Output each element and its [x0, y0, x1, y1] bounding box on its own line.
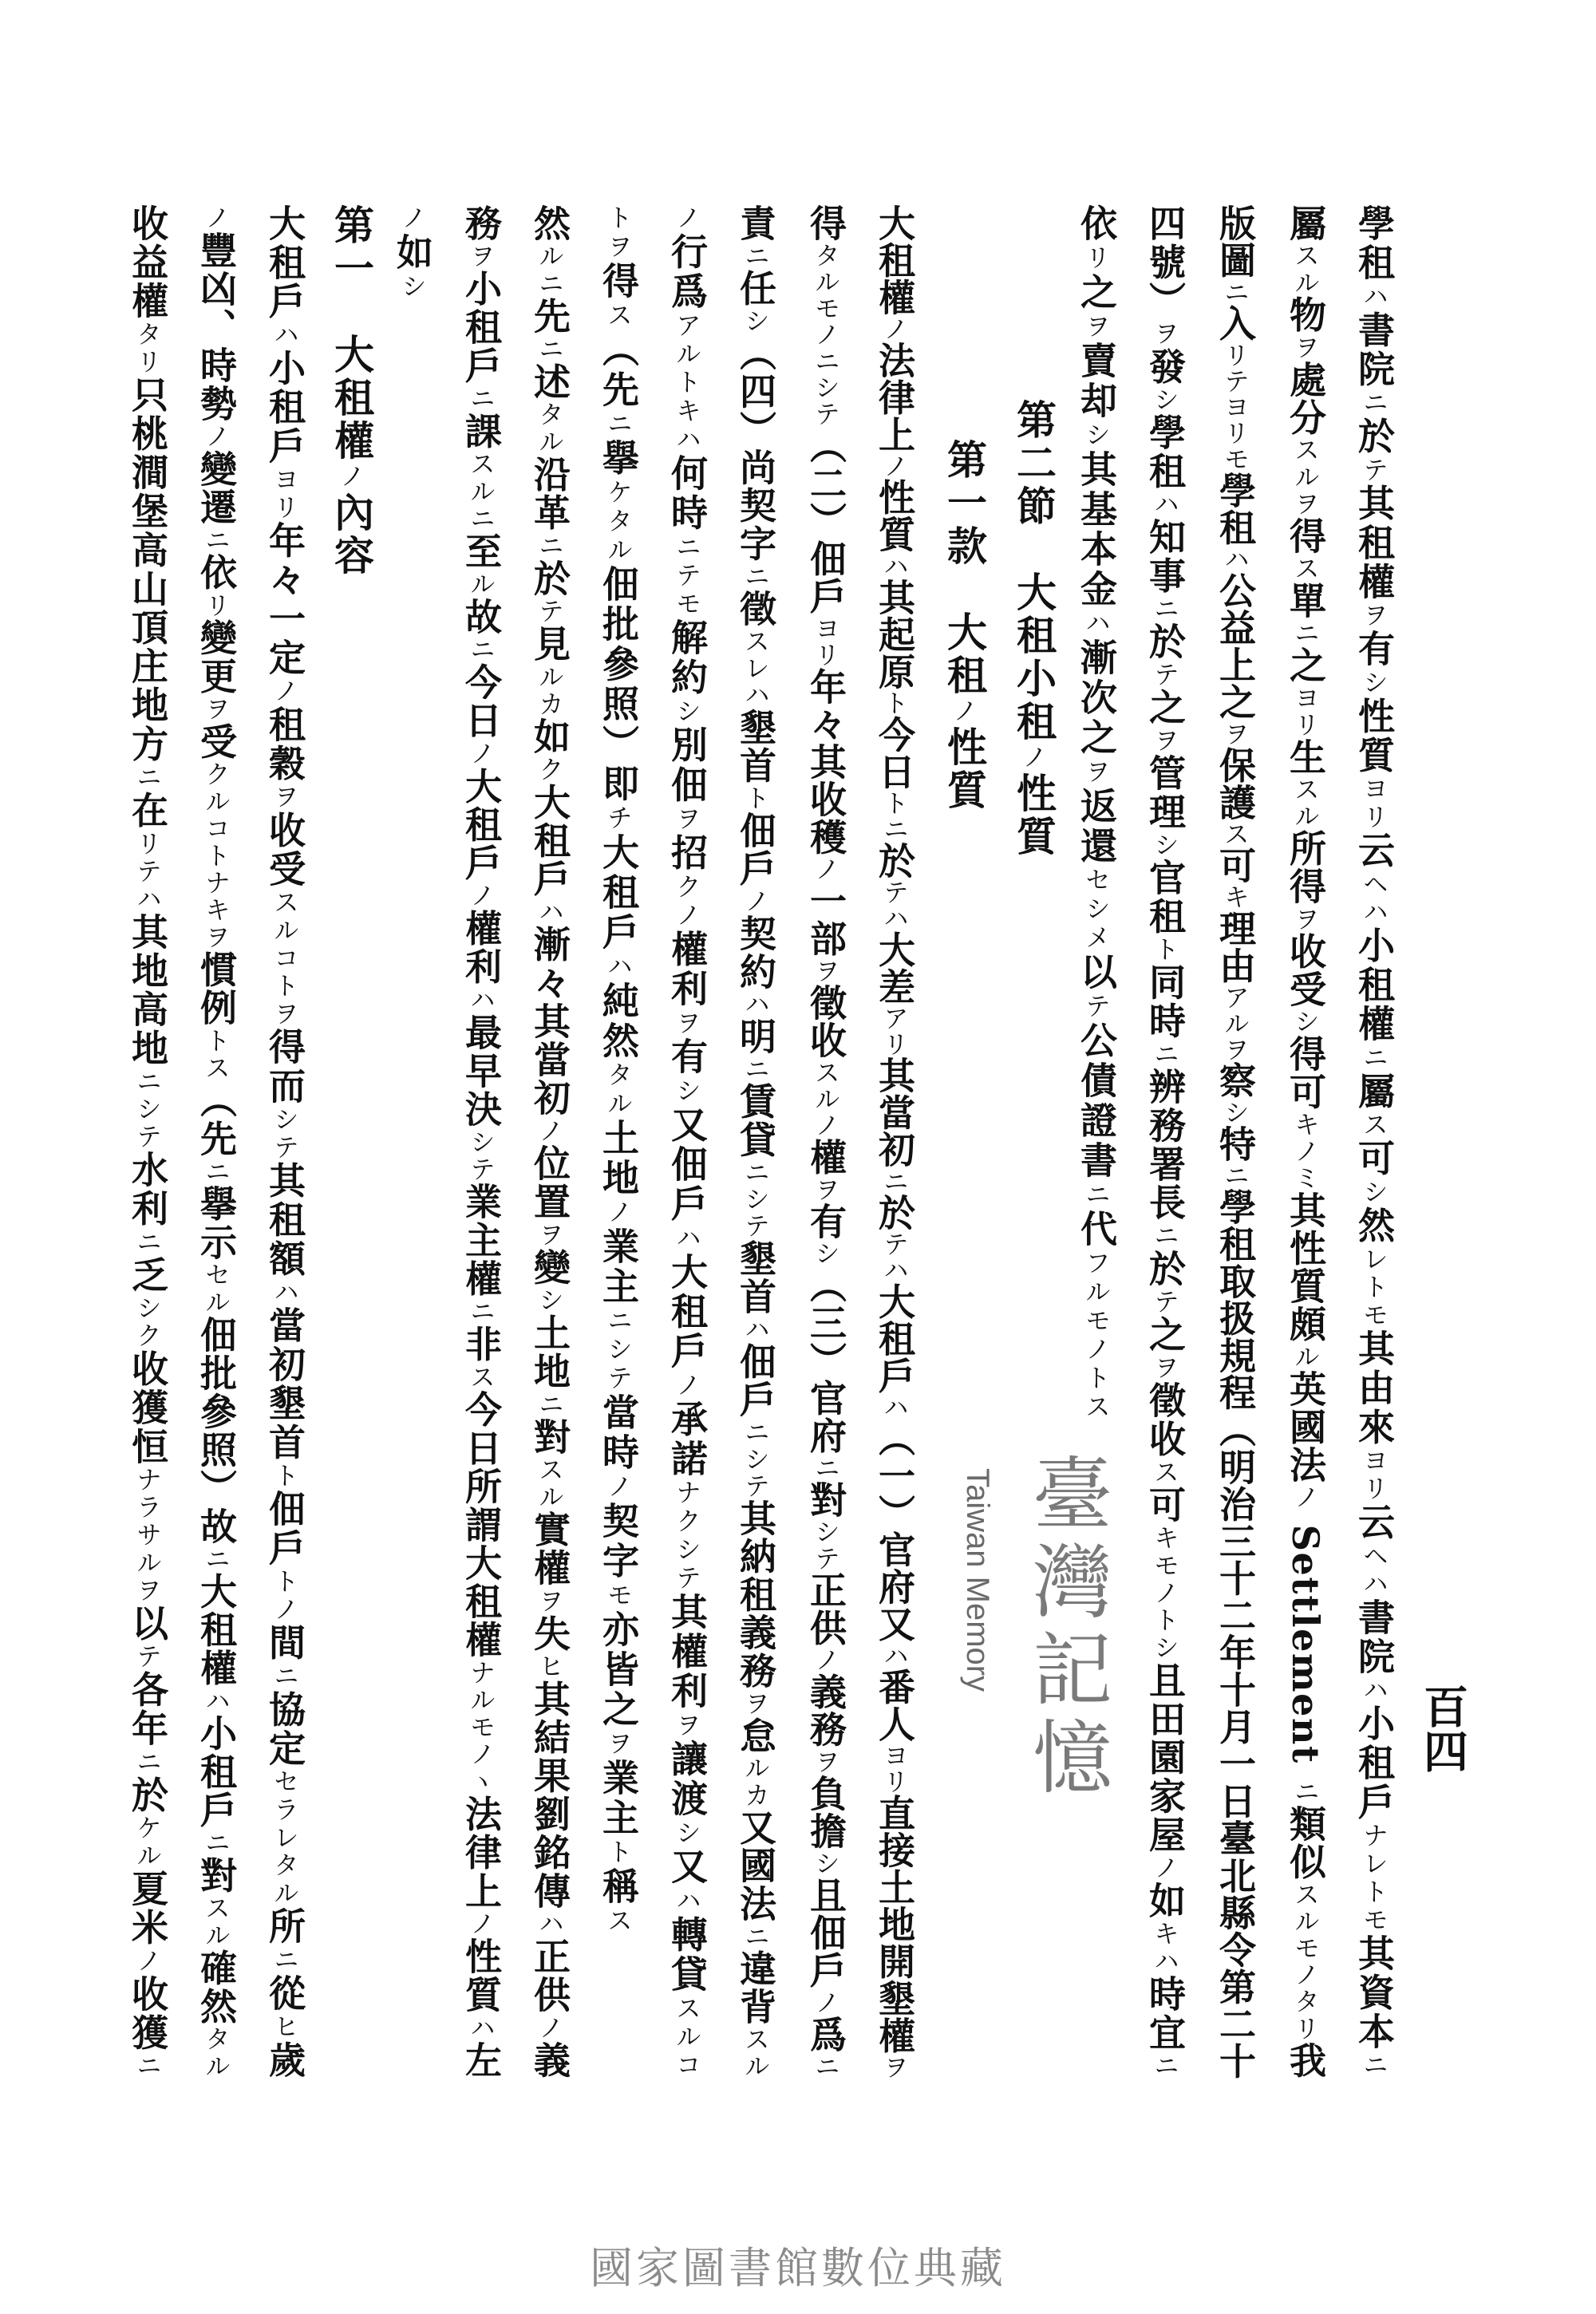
text-column: トヲ得ス（先ニ擧ケタル佃批參照）即チ大租戶ハ純然タル土地ノ業主ニシテ當時ノ契字モ亦皆之ヲ業主ト稱ス [597, 204, 640, 1936]
subsection-heading: 第一款 大租ノ性質 [941, 439, 988, 812]
text-column: 屬スル物ヲ處分スルヲ得ス單ニ之ヨリ生スル所得ヲ收受シ得可キノミ其性質頗ル英國法ノ Settlement ニ類似スルモノタリ我 [1284, 204, 1327, 2080]
text-column: ノ如シ [391, 204, 434, 302]
text-column: 收益權タリ只桃澗堡高山頂庄地方ニ在リテハ其地高地ニシテ水利ニ乏シク收獲恒ナラサルヲ以テ各年ニ於ケル夏米ノ收獲ニ [126, 204, 169, 2080]
footer-credit: 國家圖書館數位典藏 [590, 2243, 1006, 2293]
text-column: 得タルモノニシテ（二）佃戶ヨリ年々其收穫ノ一部ヲ徵收スルノ權ヲ有シ（三）官府ニ對シテ正供ノ義務ヲ負擔シ且佃戶ノ爲ニ [804, 204, 847, 2080]
watermark [942, 1452, 1125, 1995]
watermark-english-text: Taiwan Memory [960, 1468, 995, 1692]
section-heading: 第二節 大租小租ノ性質 [1010, 399, 1057, 859]
text-column: ノ行爲アルトキハ何時ニテモ解約シ別佃ヲ招クノ權利ヲ有シ又佃戶ハ大租戶ノ承諾ナクシテ其權利ヲ讓渡シ又ハ轉貸スルコ [666, 204, 709, 2080]
text-column: 四號）ヲ發シ學租ハ知事ニ於テ之ヲ管理シ官租ト同時ニ辨務署長ニ於テ之ヲ徵收ス可キモノトシ且田園家屋ノ如キハ時宜ニ [1144, 204, 1187, 2080]
text-column: 依リ之ヲ賣却シ其基本金ハ漸次之ヲ返還セシメ以テ公債證書ニ代フルモノトス [1075, 204, 1118, 1422]
text-column: 版圖ニ入リテヨリモ學租ハ公益上之ヲ保護ス可キ理由アルヲ察シ特ニ學租取扱規程（明治三十二年十月一日臺北縣令第二十 [1214, 204, 1257, 2080]
text-column: 務ヲ小租戶ニ課スルニ至ル故ニ今日ノ大租戶ノ權利ハ最早決シテ業主權ニ非ス今日所謂大租權ナルモノヽ法律上ノ性質ハ左 [460, 204, 503, 2080]
text-column: 責ニ任シ（四）尚契字ニ徵スレハ墾首ト佃戶ノ契約ハ明ニ賃貸ニシテ墾首ハ佃戶ニシテ其納租義務ヲ怠ルカ又國法ニ違背スル [734, 204, 777, 2080]
text-column: 學租ハ書院ニ於テ其租權ヲ有シ性質ヨリ云ヘハ小租權ニ屬ス可シ然レトモ其由來ヨリ云ヘハ書院ハ小租戶ナレトモ其資本ニ [1353, 204, 1396, 2080]
text-column: 然ルニ先ニ述タル沿革ニ於テ見ルカ如ク大租戶ハ漸々其當初ノ位置ヲ變シ土地ニ對スル實權ヲ失ヒ其結果劉銘傳ハ正供ノ義 [528, 204, 571, 2080]
text-column: ノ豐凶、時勢ノ變遷ニ依リ變更ヲ受クルコトナキヲ慣例トス（先ニ擧示セル佃批參照）故ニ大租權ハ小租戶ニ對スル確然タル [195, 204, 238, 2080]
watermark-logo-text: 臺灣記憶 [1019, 1452, 1112, 1803]
text-column: 大租戶ハ小租戶ヨリ年々一定ノ租穀ヲ收受スルコトヲ得而シテ其租額ハ當初墾首ト佃戶トノ間ニ協定セラレタル所ニ從ヒ歲 [263, 204, 306, 2080]
text-column: 大租權ノ法律上ノ性質ハ其起原ト今日トニ於テハ大差アリ其當初ニ於テハ大租戶ハ（一）官府又ハ番人ヨリ直接土地開墾權ヲ [873, 204, 916, 2080]
item-heading: 第一 大租權ノ內容 [328, 204, 375, 578]
page-number: 百四 [1416, 1684, 1469, 1773]
